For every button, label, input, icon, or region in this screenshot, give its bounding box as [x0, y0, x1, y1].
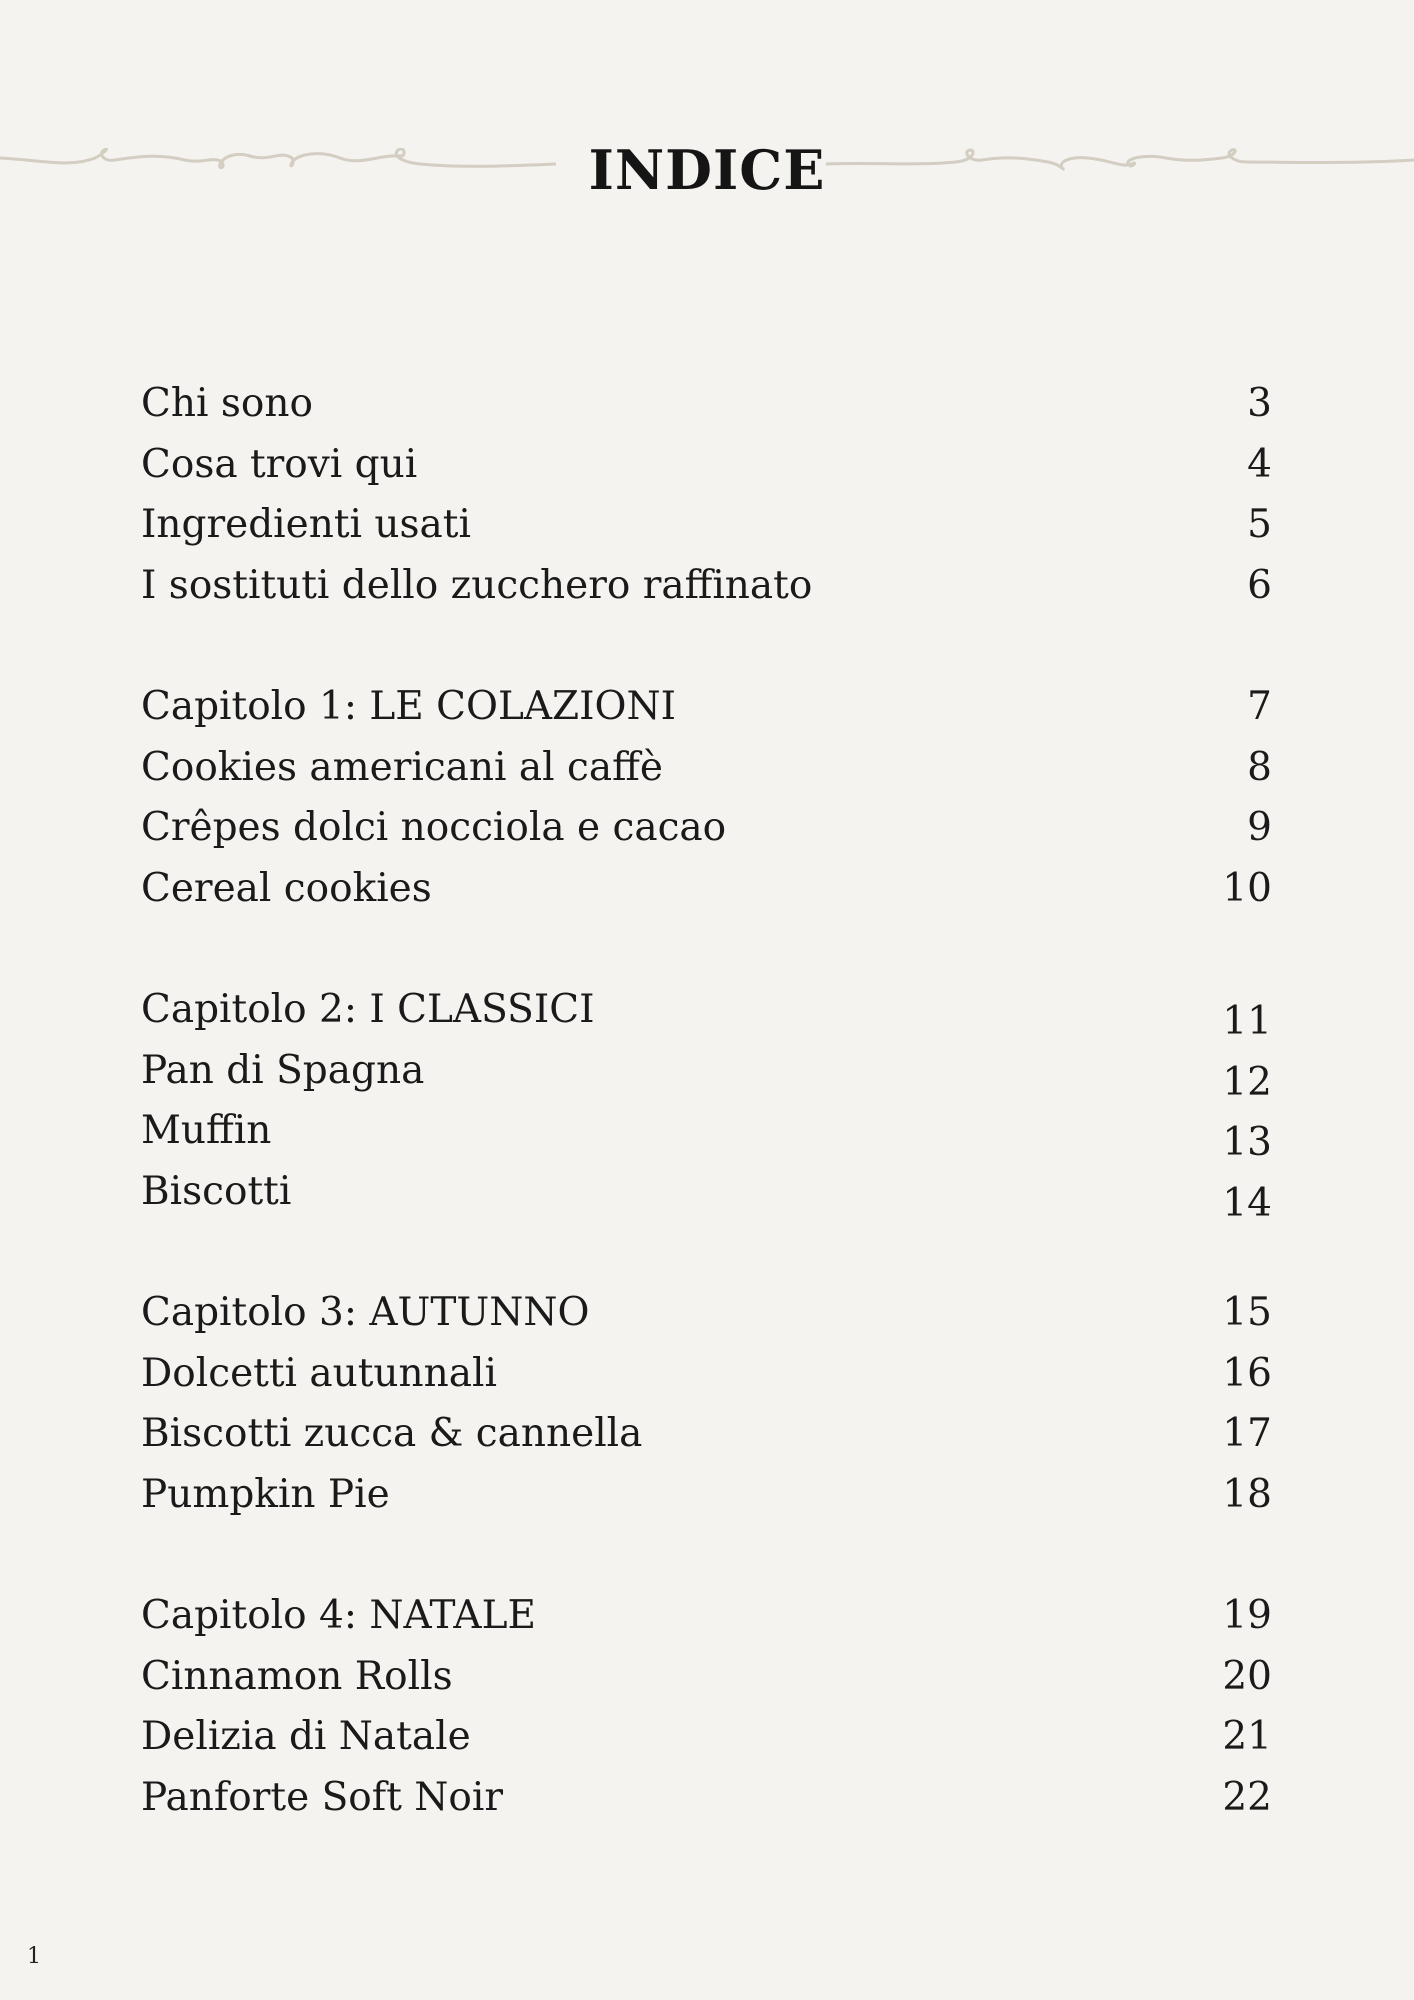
toc-chapter-heading[interactable] — [141, 1283, 1272, 1344]
toc-entry-page: 9 — [1247, 805, 1272, 850]
toc-entry[interactable] — [141, 1101, 1272, 1165]
toc-entry-page: 19 — [1222, 1593, 1272, 1638]
toc-entry[interactable] — [141, 798, 1272, 859]
toc-entry-label: Capitolo 4: NATALE — [141, 1593, 536, 1638]
toc-entry-page: 14 — [1222, 1180, 1272, 1226]
toc-entry[interactable] — [141, 374, 1272, 435]
toc-entry[interactable] — [141, 1404, 1272, 1465]
toc-entry[interactable] — [141, 1647, 1272, 1708]
toc-entry-label: Capitolo 2: I CLASSICI — [141, 987, 595, 1032]
toc-entry-label: I sostituti dello zucchero raffinato — [141, 562, 813, 608]
toc-entry-page: 20 — [1222, 1653, 1272, 1699]
toc-chapter-heading[interactable] — [141, 677, 1272, 738]
toc-entry-page: 4 — [1247, 441, 1272, 487]
toc-entry-label: Pumpkin Pie — [141, 1471, 390, 1517]
toc-entry-page: 17 — [1222, 1411, 1272, 1456]
toc-entry[interactable] — [141, 1041, 1272, 1105]
toc-entry[interactable] — [141, 1162, 1272, 1226]
toc-group-chapter-4 — [141, 1586, 1272, 1828]
toc-entry-page: 13 — [1222, 1120, 1272, 1165]
toc-entry-label: Muffin — [141, 1108, 272, 1153]
toc-entry-page: 22 — [1222, 1774, 1272, 1820]
toc-entry-page: 21 — [1222, 1714, 1272, 1759]
toc-entry-label: Capitolo 3: AUTUNNO — [141, 1290, 590, 1335]
toc-entry-page: 6 — [1247, 562, 1272, 608]
toc-entry-label: Cookies americani al caffè — [141, 744, 663, 790]
toc-chapter-heading[interactable] — [141, 1586, 1272, 1647]
toc-entry-label: Cinnamon Rolls — [141, 1653, 453, 1699]
toc-entry-label: Chi sono — [141, 381, 313, 426]
toc-entry-page: 15 — [1222, 1290, 1272, 1335]
toc-entry[interactable] — [141, 738, 1272, 799]
toc-chapter-heading[interactable] — [141, 980, 1272, 1044]
toc-entry[interactable] — [141, 1707, 1272, 1768]
right-flourish-ornament — [826, 148, 1414, 188]
toc-entry-label: Cereal cookies — [141, 865, 432, 911]
toc-entry-label: Biscotti — [141, 1168, 292, 1214]
toc-group-chapter-2 — [141, 980, 1272, 1226]
toc-entry-page: 12 — [1222, 1059, 1272, 1105]
toc-entry-page: 7 — [1247, 684, 1272, 729]
toc-entry[interactable] — [141, 1344, 1272, 1405]
toc-entry-page: 8 — [1247, 744, 1272, 790]
toc-entry-label: Panforte Soft Noir — [141, 1774, 503, 1820]
footer-page-number: 1 — [27, 1944, 41, 1969]
toc-entry[interactable] — [141, 495, 1272, 556]
toc-entry-page: 16 — [1222, 1350, 1272, 1396]
toc-entry-label: Biscotti zucca & cannella — [141, 1411, 643, 1456]
toc-entry-page: 18 — [1222, 1471, 1272, 1517]
page-header — [0, 130, 1414, 210]
index-title: INDICE — [588, 138, 826, 202]
toc-entry-label: Crêpes dolci nocciola e cacao — [141, 805, 727, 850]
toc-entry[interactable] — [141, 1465, 1272, 1526]
toc-entry-label: Pan di Spagna — [141, 1047, 425, 1093]
toc-entry-label: Capitolo 1: LE COLAZIONI — [141, 684, 677, 729]
toc-entry[interactable] — [141, 1768, 1272, 1829]
toc-entry-label: Dolcetti autunnali — [141, 1350, 497, 1396]
toc-entry[interactable] — [141, 859, 1272, 920]
toc-entry-label: Delizia di Natale — [141, 1714, 471, 1759]
toc-entry-page: 11 — [1222, 999, 1272, 1044]
toc-group-intro — [141, 374, 1272, 616]
toc-entry-label: Cosa trovi qui — [141, 441, 418, 487]
toc-entry-page: 3 — [1247, 381, 1272, 426]
toc-entry-page: 10 — [1222, 865, 1272, 911]
toc-group-chapter-1 — [141, 677, 1272, 919]
toc-entry-page: 5 — [1247, 502, 1272, 547]
toc-group-chapter-3 — [141, 1283, 1272, 1525]
toc-entry-label: Ingredienti usati — [141, 502, 471, 547]
table-of-contents — [141, 374, 1272, 1889]
toc-entry[interactable] — [141, 556, 1272, 617]
toc-entry[interactable] — [141, 435, 1272, 496]
